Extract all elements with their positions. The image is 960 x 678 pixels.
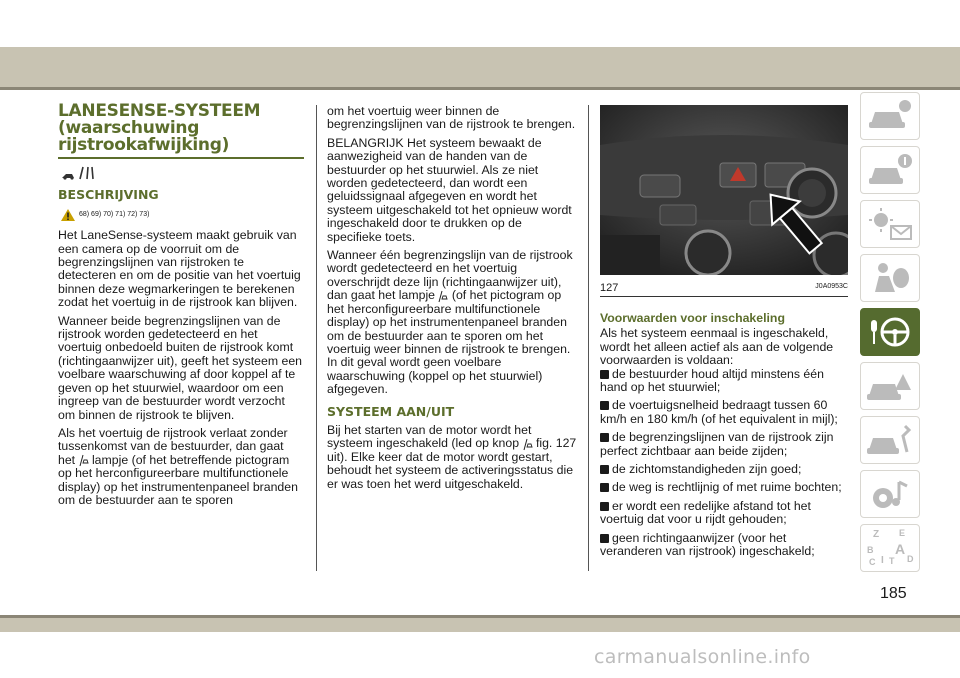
list-item: geen richtingaanwijzer (voor het veranderen van rijstrook) ingeschakeld;: [600, 530, 815, 559]
top-rule: [0, 87, 960, 90]
lights-message-icon: [865, 206, 915, 242]
paragraph: Het LaneSense-systeem maakt gebruik van een camera op de voorruit om de begrenzingslijnen van rijstroken te detecteren en om de positie van het voertuig binnen deze wegmarkeringen te berekenen zodat het voertuig in de rijstrook kan blijven.: [58, 228, 301, 310]
title-line-3: rijstrookafwijking): [58, 135, 230, 155]
on-off-heading: SYSTEEM AAN/UIT: [327, 403, 455, 419]
checkbox-bullet-icon: [600, 433, 609, 442]
paragraph: Als het voertuig de rijstrook verlaat zonder tussenkomst van de bestuurder, dan gaat het lampje (of het betreffende pictogram op het herconfigureerbare multifunctionele display) op het instrumentenpaneel branden om de bestuurder aan te sporen: [58, 425, 298, 507]
index-letter: T: [889, 556, 895, 566]
chapter-tab-instruments[interactable]: [860, 200, 920, 248]
chapter-tab-maintenance[interactable]: [860, 416, 920, 464]
chapter-tab-emergency[interactable]: [860, 362, 920, 410]
chapter-tab-know-vehicle[interactable]: [860, 146, 920, 194]
figure-number: 127: [600, 282, 619, 294]
title-line-2: (waarschuwing: [58, 118, 200, 138]
index-letter: I: [881, 555, 884, 566]
car-warning-icon: [865, 152, 915, 188]
index-letter: D: [907, 554, 914, 564]
lane-button-icon: [523, 438, 533, 451]
checkbox-bullet-icon: [600, 370, 609, 379]
lane-warning-lamp-icon: [438, 290, 448, 303]
conditions-heading: Voorwaarden voor inschakeling: [600, 311, 785, 325]
column-2: [327, 105, 579, 496]
index-letter: E: [899, 528, 906, 538]
warning-references: [61, 208, 304, 221]
index-letter: Z: [873, 529, 880, 540]
chapter-sidebar: [860, 92, 922, 578]
steering-key-icon: [865, 314, 915, 350]
top-band: [0, 47, 960, 87]
chapter-tab-dashboard[interactable]: [860, 92, 920, 140]
list-item: de voertuigsnelheid bedraagt tussen 60 km/h en 180 km/h (of het equivalent in mijl);: [600, 398, 838, 426]
lane-warning-lamp-icon: [79, 454, 89, 467]
lane-sense-symbol-icon: [60, 165, 304, 184]
checkbox-bullet-icon: [600, 465, 609, 474]
index-letter: A: [895, 541, 906, 557]
figure-code: J0A0953C: [815, 283, 848, 290]
checkbox-bullet-icon: [600, 401, 609, 410]
car-service-icon: [865, 422, 915, 458]
title-underline: [58, 157, 304, 159]
paragraph: BELANGRIJK Het systeem bewaakt de aanwezigheid van de handen van de bestuurder op het stuurwiel. Als ze niet worden gedetecteerd, dan wordt een geluidssignaal afgegeven en wordt het systeem uitgeschakeld tot het opnieuw wordt ingeschakeld door te drukken op de specifieke toets.: [327, 135, 572, 244]
list-item: de bestuurder houd altijd minstens één hand op het stuurwiel;: [600, 366, 824, 395]
caption-rule: [600, 296, 848, 297]
warning-refs-text: 68) 69) 70) 71) 72) 73): [79, 210, 150, 218]
checkbox-bullet-icon: [600, 502, 609, 511]
chapter-tab-index[interactable]: [860, 524, 920, 572]
paragraph: Wanneer één begrenzingslijn van de rijstrook wordt gedetecteerd en het voertuig overschrijdt deze lijn (richtingaanwijzer uit), dan gaat het lampje (of het pictogram op het herconfigureerbare multifunctionele display) op het instrumentenpaneel branden om de bestuurder aan te sporen om het voertuig weer binnen de rijstrook te brengen. In dit geval wordt geen voelbare waarschuwing (koppel op het stuurwiel) afgegeven.: [327, 248, 573, 397]
media-settings-icon: [865, 476, 915, 512]
list-item: er wordt een redelijke afstand tot het voertuig dat voor u rijdt gehouden;: [600, 498, 811, 527]
index-letter: B: [867, 545, 874, 555]
column-3: [600, 312, 848, 564]
conditions-intro: Als het systeem eenmaal is ingeschakeld, wordt het alleen actief als aan de volgende voorwaarden is voldaan:: [600, 326, 834, 368]
car-info-icon: [865, 98, 915, 134]
airbag-safety-icon: [865, 260, 915, 296]
checkbox-bullet-icon: [600, 483, 609, 492]
paragraph: Wanneer beide begrenzingslijnen van de rijstrook worden gedetecteerd en het voertuig onbedoeld buiten de rijstrook komt (richtingaanwijzer uit), geeft het systeem een voelbare waarschuwing af door koppel af te geven op het stuurwiel, waardoor om een ingreep van de bestuurder wordt verzocht om binnen de rijstrook te blijven.: [58, 313, 303, 422]
paragraph: om het voertuig weer binnen de begrenzingslijnen van de rijstrook te brengen.: [327, 104, 576, 132]
section-title: [58, 103, 304, 154]
list-item: de weg is rechtlijnig of met ruime bochten;: [600, 481, 848, 494]
chapter-tab-safety[interactable]: [860, 254, 920, 302]
paragraph: Bij het starten van de motor wordt het systeem ingeschakeld (led op knop fig. 127 uit). Elke keer dat de motor wordt gestart, behoudt het systeem de activeringsstatus die er was toen het werd uitgeschakeld.: [327, 422, 577, 491]
figure-caption: [600, 282, 848, 294]
list-item: de begrenzingslijnen van de rijstrook zijn perfect zichtbaar aan beide zijden;: [600, 430, 834, 458]
warning-triangle-icon: [61, 209, 75, 221]
chapter-tab-multimedia[interactable]: [860, 470, 920, 518]
page-number: 185: [880, 585, 907, 602]
index-letter: C: [869, 557, 876, 567]
column-1: [58, 103, 304, 512]
list-item: de zichtomstandigheden zijn goed;: [600, 463, 848, 476]
title-line-1: LANESENSE-SYSTEEM: [58, 101, 261, 121]
description-heading: BESCHRIJVING: [58, 187, 159, 203]
bottom-band: [0, 618, 960, 632]
checkbox-bullet-icon: [600, 534, 609, 543]
chapter-tab-driving[interactable]: [860, 308, 920, 356]
dashboard-photo: [600, 105, 848, 275]
car-crash-icon: [865, 368, 915, 404]
column-divider: [316, 105, 317, 571]
column-divider: [588, 105, 589, 571]
watermark: carmanualsonline.info: [594, 646, 811, 668]
